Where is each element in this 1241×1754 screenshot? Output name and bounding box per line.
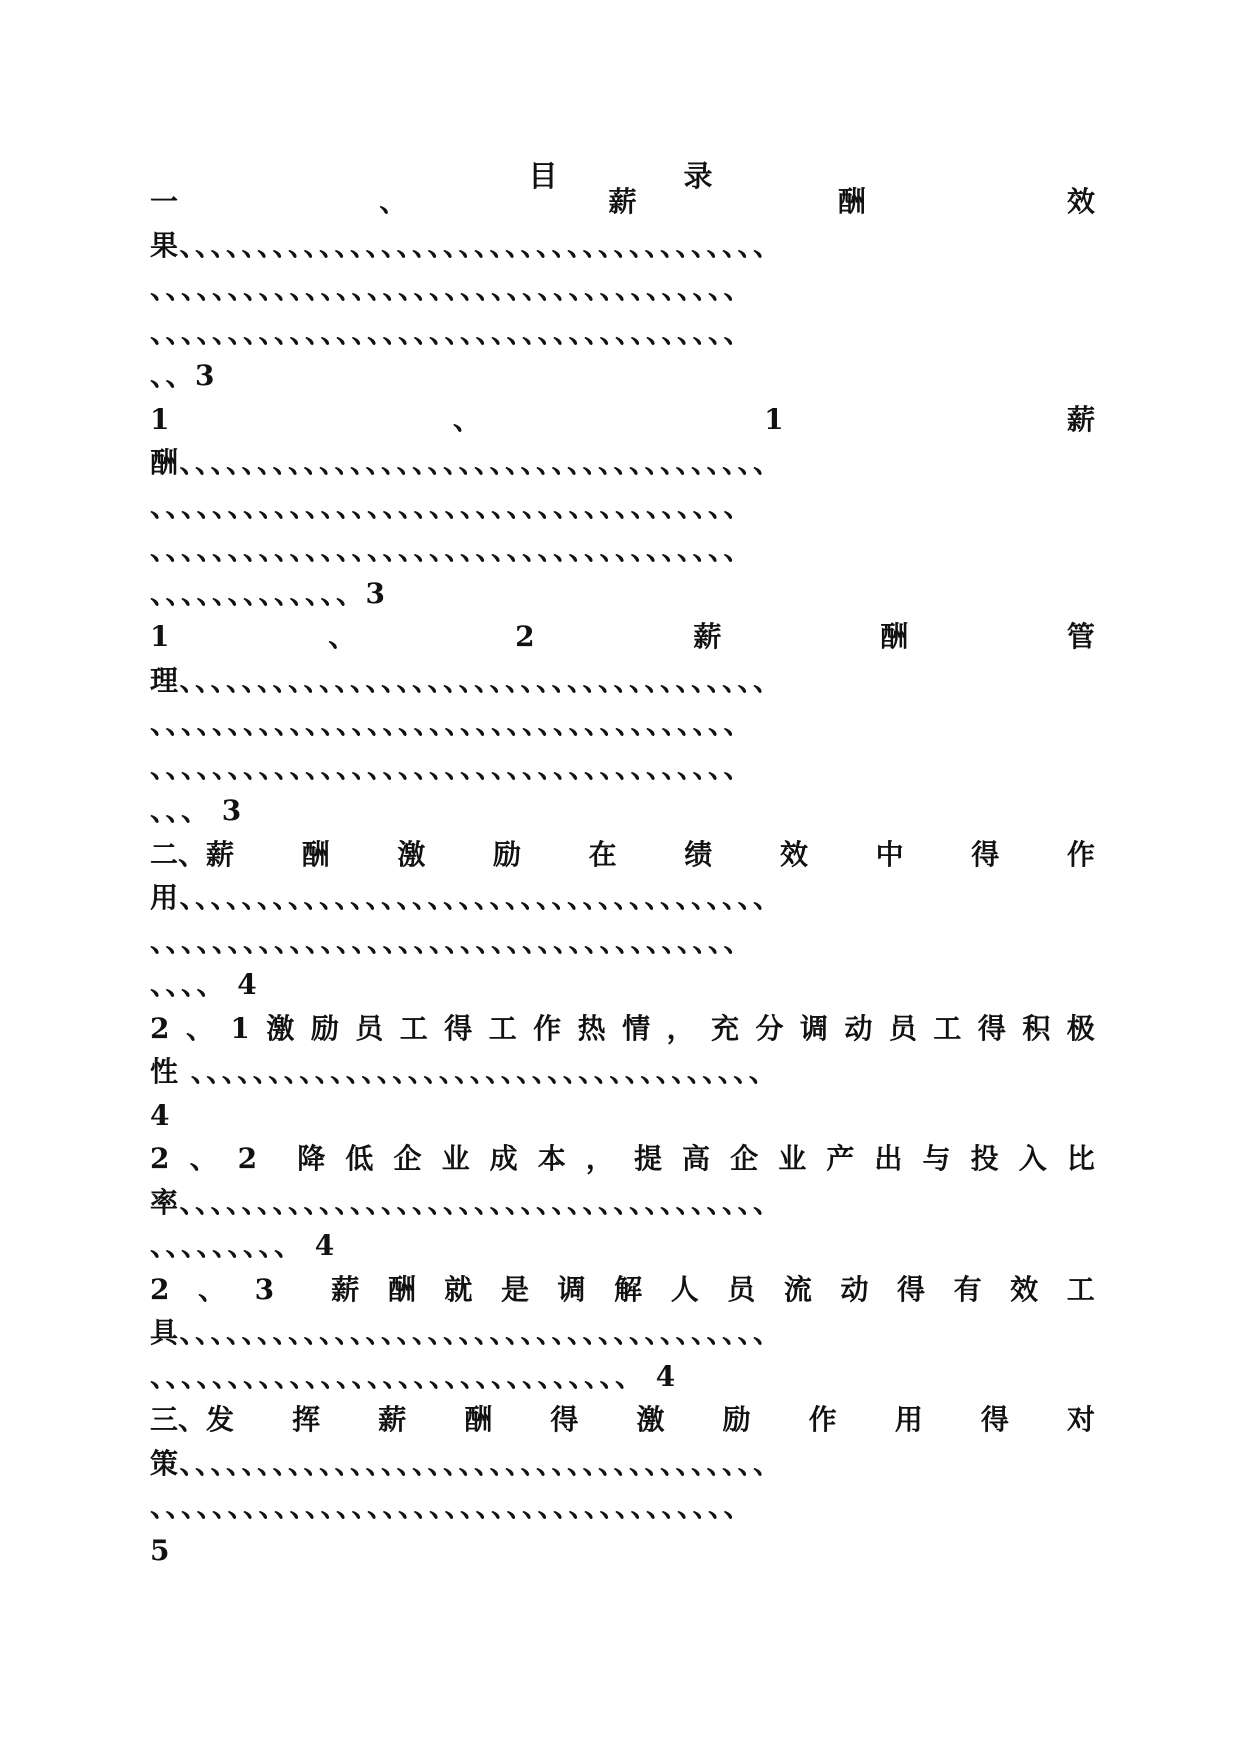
- toc-heading-token: 得: [897, 1272, 926, 1306]
- toc-heading-token: 薪: [331, 1272, 360, 1306]
- toc-heading-token: 2: [515, 620, 535, 653]
- toc-heading-token: 一: [150, 185, 179, 218]
- toc-heading-token: 作: [1066, 837, 1095, 871]
- toc-heading-token: 对: [1066, 1403, 1095, 1436]
- toc-heading-token: 绩: [684, 837, 713, 871]
- page-number: 5: [150, 1533, 171, 1567]
- leader-dots: 率、、、、、、、、、、、、、、、、、、、、、、、、、、、、、、、、、、、、、、: [150, 1185, 783, 1219]
- toc-heading-token: 企: [393, 1142, 422, 1175]
- toc-entry-heading[interactable]: [150, 615, 1095, 659]
- toc-heading-token: 得: [980, 1403, 1009, 1436]
- page-number: 、、、、、、、、、 4: [150, 1229, 336, 1262]
- toc-heading-token: 员: [888, 1011, 917, 1045]
- toc-heading-token: 酬: [464, 1403, 493, 1436]
- toc-heading-token: 1: [150, 620, 170, 653]
- toc-heading-token: 2: [150, 1142, 170, 1175]
- toc-page-number-line: [150, 1529, 1095, 1573]
- toc-heading-token: 低: [345, 1142, 374, 1175]
- leader-dots: 、、、、、、、、、、、、、、、、、、、、、、、、、、、、、、、、、、、、、、: [150, 1490, 754, 1523]
- toc-leader-line: [150, 311, 1095, 355]
- toc-entry-heading[interactable]: [150, 1268, 1095, 1312]
- leader-dots: 、、、、、、、、、、、、、、、、、、、、、、、、、、、、、、、、、、、、、、: [150, 707, 754, 740]
- toc-heading-token: 励: [722, 1403, 751, 1436]
- toc-leader-line: [150, 1050, 1095, 1094]
- toc-heading-token: 用: [894, 1403, 923, 1436]
- toc-heading-token: 员: [727, 1272, 756, 1306]
- toc-heading-token: 酬: [387, 1272, 416, 1306]
- toc-heading-token: 薪: [378, 1403, 407, 1436]
- toc-heading-token: 业: [441, 1142, 470, 1175]
- toc-heading-token: 励: [310, 1011, 339, 1045]
- toc-heading-token: 2: [150, 1272, 170, 1306]
- toc-heading-token: 热: [577, 1011, 606, 1045]
- toc-heading-token: ，: [585, 1142, 614, 1175]
- toc-leader-line: [150, 441, 1095, 485]
- toc-heading-token: 1: [230, 1011, 250, 1045]
- toc-heading-token: 是: [500, 1272, 529, 1306]
- toc-heading-token: 二、薪: [150, 837, 235, 871]
- toc-heading-token: 工: [1066, 1272, 1095, 1306]
- toc-heading-token: 作: [808, 1403, 837, 1436]
- leader-dots: 策、、、、、、、、、、、、、、、、、、、、、、、、、、、、、、、、、、、、、、: [150, 1446, 783, 1480]
- toc-heading-token: 、: [379, 185, 408, 218]
- toc-page-number-line: [150, 572, 1095, 616]
- toc-heading-token: 、: [198, 1272, 227, 1306]
- toc-heading-token: 就: [444, 1272, 473, 1306]
- leader-dots: 、、、、、、、、、、、、、、、、、、、、、、、、、、、、、、、、、、、、、、: [150, 533, 754, 566]
- toc-heading-token: 薪: [608, 185, 637, 218]
- toc-leader-line: [150, 1485, 1095, 1529]
- toc-heading-token: 工: [933, 1011, 962, 1045]
- toc-heading-token: 人: [670, 1272, 699, 1306]
- toc-heading-token: 有: [953, 1272, 982, 1306]
- toc-heading-token: 激: [266, 1011, 295, 1045]
- toc-leader-line: [150, 267, 1095, 311]
- toc-entry-heading[interactable]: [150, 180, 1095, 224]
- leader-dots: 具、、、、、、、、、、、、、、、、、、、、、、、、、、、、、、、、、、、、、、: [150, 1316, 783, 1349]
- toc-heading-token: 效: [1010, 1272, 1039, 1306]
- toc-heading-token: 薪: [693, 620, 722, 653]
- toc-page-number-line: [150, 1094, 1095, 1138]
- toc-heading-token: 业: [778, 1142, 807, 1175]
- toc-entry-heading[interactable]: [150, 833, 1095, 877]
- toc-heading-token: 酬: [301, 837, 330, 871]
- toc-heading-token: 动: [840, 1272, 869, 1306]
- toc-heading-token: 、: [185, 1011, 214, 1045]
- toc-page-number-line: [150, 789, 1095, 833]
- toc-entry-heading[interactable]: [150, 1007, 1095, 1051]
- toc-heading-token: 产: [826, 1142, 855, 1175]
- toc-heading-token: 得: [550, 1403, 579, 1436]
- toc-heading-token: 得: [971, 837, 1000, 871]
- page-number: 、、、、、、、、、、、、、3: [150, 576, 387, 610]
- toc-heading-token: 企: [730, 1142, 759, 1175]
- toc-heading-token: 效: [779, 837, 808, 871]
- toc-heading-token: ，: [666, 1011, 695, 1045]
- page-title: 目 录: [528, 159, 771, 193]
- toc-heading-token: 、: [452, 402, 481, 436]
- toc-page-number-line: [150, 354, 1095, 398]
- toc-heading-token: 1: [150, 402, 170, 436]
- toc-heading-token: 动: [844, 1011, 873, 1045]
- toc-heading-token: 中: [875, 837, 904, 871]
- toc-heading-token: 得: [444, 1011, 473, 1045]
- toc-heading-token: 成: [489, 1142, 518, 1175]
- toc-heading-token: 出: [874, 1142, 903, 1175]
- toc-page-number-line: [150, 1224, 1095, 1268]
- toc-heading-token: 3: [254, 1272, 275, 1306]
- toc-heading-token: 调: [799, 1011, 828, 1045]
- toc-heading-token: 情: [622, 1011, 651, 1045]
- toc-heading-token: 流: [783, 1272, 812, 1306]
- toc-heading-token: 提: [633, 1142, 662, 1175]
- toc-leader-line: [150, 528, 1095, 572]
- leader-dots: 、、、、、、、、、、、、、、、、、、、、、、、、、、、、、、、、、、、、、、: [150, 924, 754, 958]
- toc-leader-line: [150, 1181, 1095, 1225]
- toc-leader-line: [150, 1311, 1095, 1355]
- leader-dots: 、、、、、、、、、、、、、、、、、、、、、、、、、、、、、、、、、、、、、、: [150, 750, 754, 784]
- toc-leader-line: [150, 702, 1095, 746]
- leader-dots: 果、、、、、、、、、、、、、、、、、、、、、、、、、、、、、、、、、、、、、、: [150, 228, 783, 262]
- toc-heading-token: 三、发: [150, 1403, 235, 1436]
- toc-page-number-line: [150, 963, 1095, 1007]
- leader-dots: 理、、、、、、、、、、、、、、、、、、、、、、、、、、、、、、、、、、、、、、: [150, 663, 783, 697]
- toc-heading-token: 管: [1066, 620, 1095, 653]
- leader-dots: 、、、、、、、、、、、、、、、、、、、、、、、、、、、、、、、、、、、、、、: [150, 272, 754, 305]
- toc-heading-token: 酬: [837, 185, 866, 218]
- toc-heading-token: 极: [1066, 1011, 1095, 1045]
- page-number: 4: [150, 1098, 171, 1132]
- page-number: 、、、、 4: [150, 968, 259, 1001]
- toc-heading-token: 积: [1022, 1011, 1051, 1045]
- toc-leader-line: [150, 746, 1095, 790]
- toc-leader-line: [150, 485, 1095, 529]
- toc-entry-heading[interactable]: [150, 1398, 1095, 1442]
- toc-heading-token: 投: [970, 1142, 999, 1175]
- toc-heading-token: 工: [488, 1011, 517, 1045]
- toc-heading-token: 高: [682, 1142, 711, 1175]
- leader-dots: 酬、、、、、、、、、、、、、、、、、、、、、、、、、、、、、、、、、、、、、、: [150, 446, 783, 479]
- toc-leader-line: [150, 876, 1095, 920]
- toc-heading-token: 降: [297, 1142, 326, 1175]
- leader-dots: 、、、、、、、、、、、、、、、、、、、、、、、、、、、、、、、、、、、、、、: [150, 489, 754, 523]
- toc-heading-token: 薪: [1066, 402, 1095, 436]
- toc-leader-line: [150, 1442, 1095, 1486]
- toc-heading-token: 作: [533, 1011, 562, 1045]
- toc-heading-token: 分: [755, 1011, 784, 1045]
- toc-heading-token: 酬: [880, 620, 909, 653]
- toc-heading-token: 1: [764, 402, 784, 436]
- toc-leader-line: [150, 659, 1095, 703]
- toc-heading-token: 效: [1066, 185, 1095, 218]
- toc-heading-token: 、: [328, 620, 357, 653]
- toc-heading-token: 比: [1066, 1142, 1095, 1175]
- leader-dots: 性 、、、、、、、、、、、、、、、、、、、、、、、、、、、、、、、、、、、、、: [150, 1055, 779, 1088]
- toc-heading-token: 调: [557, 1272, 586, 1306]
- page-number: 、、3: [150, 359, 216, 392]
- toc-heading-token: 励: [492, 837, 521, 871]
- toc-heading-token: 入: [1018, 1142, 1047, 1175]
- leader-dots: 、、、、、、、、、、、、、、、、、、、、、、、、、、、、、、、、、、、、、、: [150, 315, 754, 349]
- toc-entry-heading[interactable]: [150, 1137, 1095, 1181]
- toc-heading-token: 激: [397, 837, 426, 871]
- toc-leader-line: [150, 920, 1095, 964]
- toc-heading-token: 、: [189, 1142, 218, 1175]
- toc-heading-token: 工: [399, 1011, 428, 1045]
- toc-heading-token: 在: [588, 837, 617, 871]
- toc-heading-token: 得: [977, 1011, 1006, 1045]
- page-number: 、、、、、、、、、、、、、、、、、、、、、、、、、、、、、、、 4: [150, 1359, 677, 1393]
- toc-heading-token: 解: [614, 1272, 643, 1306]
- toc-heading-token: 员: [355, 1011, 384, 1045]
- leader-dots: 用、、、、、、、、、、、、、、、、、、、、、、、、、、、、、、、、、、、、、、: [150, 881, 783, 914]
- page-number: 、、、 3: [150, 794, 243, 827]
- toc-page-number-line: [150, 1355, 1095, 1399]
- toc-heading-token: 挥: [292, 1403, 321, 1436]
- toc-heading-token: 2: [150, 1011, 170, 1045]
- toc-heading-token: 与: [922, 1142, 951, 1175]
- toc-heading-token: 2: [237, 1142, 258, 1175]
- toc-entry-heading[interactable]: [150, 398, 1095, 442]
- toc-heading-token: 激: [636, 1403, 665, 1436]
- toc-heading-token: 本: [537, 1142, 566, 1175]
- toc-leader-line: [150, 224, 1095, 268]
- toc-heading-token: 充: [711, 1011, 740, 1045]
